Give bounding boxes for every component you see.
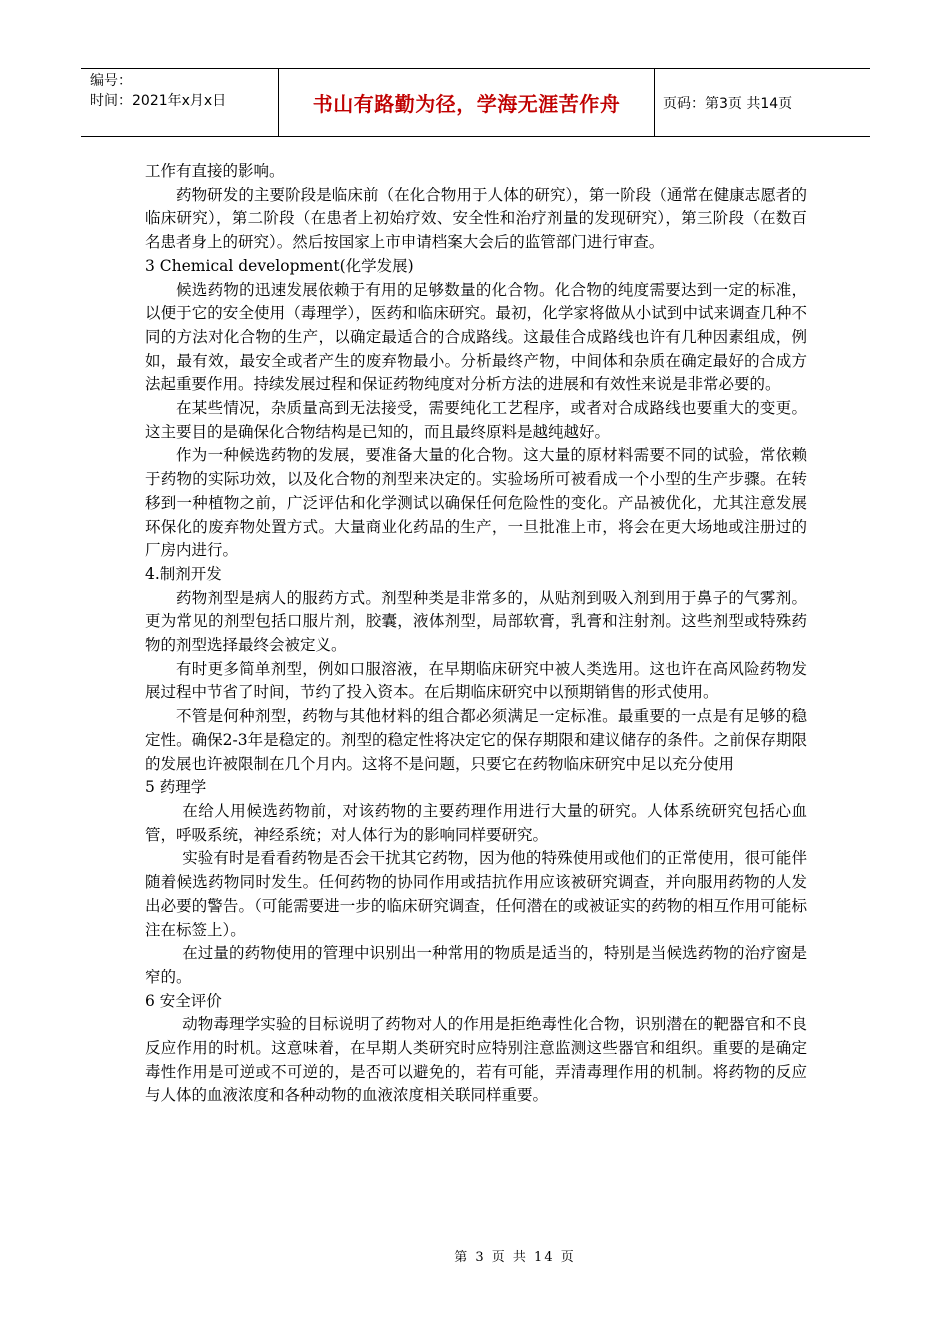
- section-heading: 6 安全评价: [145, 991, 222, 1010]
- paragraph: 药物剂型是病人的服药方式。剂型种类是非常多的，从贴剂到吸入剂到用于鼻子的气雾剂。更为常见的剂型包括口服片剂，胶囊，液体剂型，局部软膏，乳膏和注射剂。这些剂型或特殊药物的剂型选择最终会被定义。: [145, 588, 807, 655]
- paragraph: 作为一种候选药物的发展，要准备大量的化合物。这大量的原材料需要不同的试验，常依赖于药物的实际功效，以及化合物的剂型来决定的。实验场所可被看成一个小型的生产步骤。在转移到一种植物之前，广泛评估和化学测试以确保任何危险性的变化。产品被优化，尤其注意发展环保化的废弃物处置方式。大量商业化药品的生产，一旦批准上市，将会在更大场地或注册过的厂房内进行。: [145, 446, 807, 560]
- section-heading: 3 Chemical development(化学发展): [145, 256, 414, 275]
- header-meta: [81, 69, 279, 136]
- date-label: 时间：2021年x月x日: [90, 93, 227, 109]
- paragraph: 候选药物的迅速发展依赖于有用的足够数量的化合物。化合物的纯度需要达到一定的标准，以便于它的安全使用（毒理学），医药和临床研究。最初，化学家将做从小试到中试来调查几种不同的方法对化合物的生产，以确定最适合的合成路线。这最佳合成路线也许有几种因素组成，例如，最有效，最安全或者产生的废弃物最小。分析最终产物，中间体和杂质在确定最好的合成方法起重要作用。持续发展过程和保证药物纯度对分析方法的进展和有效性来说是非常必要的。: [145, 280, 807, 394]
- paragraph: 药物研发的主要阶段是临床前（在化合物用于人体的研究），第一阶段（通常在健康志愿者的临床研究），第二阶段（在患者上初始疗效、安全性和治疗剂量的发现研究），第三阶段（在数百名患者身上的研究）。然后按国家上市申请档案大会后的监管部门进行审查。: [145, 185, 807, 252]
- paragraph: 动物毒理学实验的目标说明了药物对人的作用是拒绝毒性化合物，识别潜在的靶器官和不良反应作用的时机。这意味着，在早期人类研究时应特别注意监测这些器官和组织。重要的是确定毒性作用是可逆或不可逆的，是否可以避免的，若有可能，弄清毒理作用的机制。将药物的反应与人体的血液浓度和各种动物的血液浓度相关联同样重要。: [145, 1015, 807, 1105]
- paragraph: 不管是何种剂型，药物与其他材料的组合都必须满足一定标准。最重要的一点是有足够的稳定性。确保2-3年是稳定的。剂型的稳定性将决定它的保存期限和建议储存的条件。之前保存期限的发展也许被限制在几个月内。这将不是问题，只要它在药物临床研究中足以充分使用: [145, 707, 807, 773]
- section-heading: 5 药理学: [145, 778, 207, 797]
- section-heading: 4.制剂开发: [145, 564, 222, 583]
- document-body: [145, 160, 807, 1108]
- paragraph: 在过量的药物使用的管理中识别出一种常用的物质是适当的，特别是当候选药物的治疗窗是窄的。: [145, 944, 807, 986]
- number-label: 编号：: [90, 73, 132, 89]
- page-header: [81, 68, 870, 137]
- paragraph: 工作有直接的影响。: [145, 162, 285, 180]
- paragraph: 在某些情况，杂质量高到无法接受，需要纯化工艺程序，或者对合成路线也要重大的变更。这主要目的是确保化合物结构是已知的，而且最终原料是越纯越好。: [145, 399, 807, 441]
- paragraph: 实验有时是看看药物是否会干扰其它药物，因为他的特殊使用或他们的正常使用，很可能伴随着候选药物同时发生。任何药物的协同作用或拮抗作用应该被研究调查，并向服用药物的人发出必要的警告。（可能需要进一步的临床研究调查，任何潜在的或被证实的药物的相互作用可能标注在标签上）。: [145, 849, 807, 939]
- header-motto: 书山有路勤为径，学海无涯苦作舟: [279, 69, 655, 136]
- paragraph: 在给人用候选药物前，对该药物的主要药理作用进行大量的研究。人体系统研究包括心血管，呼吸系统，神经系统；对人体行为的影响同样要研究。: [145, 801, 807, 844]
- header-page-info: 页码：第3页 共14页: [663, 95, 793, 112]
- page-footer: 第 3 页 共 14 页: [454, 1250, 576, 1265]
- paragraph: 有时更多简单剂型，例如口服溶液，在早期临床研究中被人类选用。这也许在高风险药物发展过程中节省了时间，节约了投入资本。在后期临床研究中以预期销售的形式使用。: [145, 659, 807, 702]
